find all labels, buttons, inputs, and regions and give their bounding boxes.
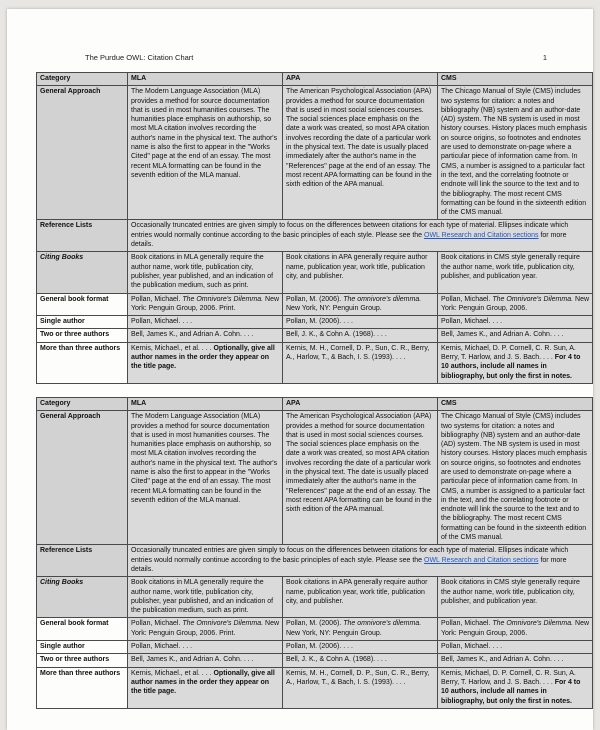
row-single-author: [37, 316, 593, 329]
citing-books-mla: Book citations in MLA generally require the author name, work title, publication city, publisher, year published, and an indication of the publication medium, such as print.: [128, 577, 283, 618]
citing-books-mla: Book citations in MLA generally require the author name, work title, publication city, publisher, year published, and an indication of the publication medium, such as print.: [128, 252, 283, 293]
two-three-authors-cms: Bell, James K., and Adrian A. Cohn. . . .: [438, 654, 593, 667]
label-more-than-three-authors: More than three authors: [37, 667, 128, 708]
row-citing-books: [37, 252, 593, 293]
table-header-row: [37, 73, 593, 86]
general-book-format-mla: [128, 618, 283, 641]
citation-text: Kernis, Michael., et al. . . .: [131, 344, 214, 352]
row-single-author: [37, 641, 593, 654]
citation-text: Kernis, Michael, D. P. Cornell, C. R. Sun, A. Berry, T. Harlow, and J. S. Bach. . . .: [441, 344, 576, 362]
general-approach-apa: The American Psychological Association (APA) provides a method for source documentation that is used in most social sciences courses. The social sciences place emphasis on the date a work was created, so most APA citation involves recording the date of a particular work in the physical text. The date is usually placed immediately after the author's name in the "References" page at the end of an essay. The most recent APA formatting can be found in the sixth edition of the APA manual.: [283, 411, 438, 545]
single-author-apa: Pollan, M. (2006). . . .: [283, 316, 438, 329]
citation-text: Kernis, Michael, D. P. Cornell, C. R. Sun, A. Berry, T. Harlow, and J. S. Bach. . . .: [441, 669, 576, 686]
row-citing-books: [37, 577, 593, 618]
general-book-format-apa: [283, 293, 438, 316]
label-two-three-authors: Two or three authors: [37, 329, 128, 342]
single-author-mla: Pollan, Michael. . . .: [128, 316, 283, 329]
row-general-book-format: [37, 618, 593, 641]
citation-text: New York: Penguin Group, 2006.: [441, 295, 590, 312]
row-more-than-three-authors: [37, 342, 593, 383]
row-general-approach: [37, 86, 593, 220]
citing-books-apa: Book citations in APA generally require author name, publication year, work title, publication city, and publisher.: [283, 577, 438, 618]
more-than-three-cms: [438, 667, 593, 708]
citation-text: New York: Penguin Group, 2006. Print.: [131, 620, 280, 637]
more-than-three-apa: [283, 342, 438, 383]
more-than-three-cms: [438, 342, 593, 383]
citation-text: Pollan, Michael.: [131, 620, 183, 628]
page-number: 1: [542, 53, 547, 62]
general-approach-mla: The Modern Language Association (MLA) provides a method for source documentation that is used in most humanities courses. The humanities place emphasis on authorship, so most MLA citation involves recording the author's name in the physical text. The author's name is also the first to appear in the "Works Cited" page at the end of an essay. The most recent MLA formatting can be found in the seventh edition of the MLA manual.: [128, 411, 283, 545]
header-apa: APA: [283, 73, 438, 86]
header-category: Category: [37, 397, 128, 410]
more-than-three-mla: [128, 667, 283, 708]
citation-text: Kernis, M. H., Cornell, D. P., Sun, C. R., Berry, A., Harlow, T., & Bach, I. S. (1993). . . .: [286, 344, 430, 362]
citation-title: The omnivore's dilemma.: [343, 295, 422, 303]
more-than-three-apa: [283, 667, 438, 708]
document-title: The Purdue OWL: Citation Chart: [85, 53, 194, 62]
general-approach-cms: The Chicago Manual of Style (CMS) includes two systems for citation: a notes and bibliography (NB) system and an author-date (AD) system. The NB system is used in most history courses. History places much emphasis on source origins, so footnotes and endnotes are used to demonstrate on-page where a particular piece of information came from. In CMS, a number is assigned to a particular fact in the text, and the correlating footnote or endnote will link the source to the text and to the bibliography. The most recent CMS formatting can be found in the sixteenth edition of the CMS manual.: [438, 411, 593, 545]
table-header-row: [37, 397, 593, 410]
row-two-three-authors: [37, 654, 593, 667]
label-general-book-format: General book format: [37, 618, 128, 641]
citation-table-1: [36, 72, 593, 384]
general-approach-apa: The American Psychological Association (APA) provides a method for source documentation that is used in most social sciences courses. The social sciences place emphasis on the date a work was created, so most APA citation involves recording the date of a particular work in the physical text. The date is usually placed immediately after the author's name in the "References" page at the end of an essay. The most recent APA formatting can be found in the sixth edition of the APA manual.: [283, 86, 438, 220]
single-author-mla: Pollan, Michael. . . .: [128, 641, 283, 654]
citation-text: New York: Penguin Group, 2006.: [441, 620, 590, 637]
owl-research-citation-link[interactable]: OWL Research and Citation sections: [424, 231, 539, 239]
citation-title: The Omnivore's Dilemma.: [182, 295, 264, 303]
row-two-three-authors: [37, 329, 593, 342]
citation-note: For 4 to 10 authors, include all names in bibliography, but only the first in notes.: [441, 678, 581, 705]
citation-text: New York, NY: Penguin Group.: [286, 629, 382, 637]
citation-title: The Omnivore's Dilemma.: [492, 620, 574, 628]
label-reference-lists: Reference Lists: [37, 545, 128, 577]
label-more-than-three-authors: More than three authors: [37, 342, 128, 383]
row-general-approach: [37, 411, 593, 545]
label-general-approach: General Approach: [37, 86, 128, 220]
reference-lists-text-before: Occasionally truncated entries are given simply to focus on the differences between citations for each type of material. Ellipses indicate which entries would normally continue according to the basic principles of each style. Please see the: [131, 222, 569, 239]
label-citing-books: Citing Books: [37, 577, 128, 618]
reference-lists-text-after: for more details.: [131, 556, 567, 573]
two-three-authors-apa: Bell, J. K., & Cohn A. (1968). . . .: [283, 329, 438, 342]
reference-lists-text-after: for more details.: [131, 231, 567, 249]
citation-text: New York: Penguin Group, 2006. Print.: [131, 295, 280, 312]
citing-books-cms: Book citations in CMS style generally require the author name, work title, publication city, publisher, and publication year.: [438, 577, 593, 618]
citation-text: Kernis, M. H., Cornell, D. P., Sun, C. R., Berry, A., Harlow, T., & Bach, I. S. (1993). . . .: [286, 669, 430, 686]
owl-research-citation-link[interactable]: OWL Research and Citation sections: [424, 556, 539, 564]
general-book-format-apa: [283, 618, 438, 641]
citing-books-apa: Book citations in APA generally require author name, publication year, work title, publication city, and publisher.: [283, 252, 438, 293]
row-general-book-format: [37, 293, 593, 316]
citation-note: Optionally, give all author names in the order they appear on the title page.: [131, 669, 275, 696]
row-reference-lists: [37, 545, 593, 577]
citation-note: Optionally, give all author names in the order they appear on the title page.: [131, 344, 275, 371]
citation-table-2: [36, 397, 593, 709]
two-three-authors-cms: Bell, James K., and Adrian A. Cohn. . . .: [438, 329, 593, 342]
row-more-than-three-authors: [37, 667, 593, 708]
header-cms: CMS: [438, 397, 593, 410]
two-three-authors-apa: Bell, J. K., & Cohn A. (1968). . . .: [283, 654, 438, 667]
citation-text: Pollan, Michael.: [131, 295, 183, 303]
two-three-authors-mla: Bell, James K., and Adrian A. Cohn. . . .: [128, 654, 283, 667]
reference-lists-cell: [128, 545, 593, 577]
label-single-author: Single author: [37, 316, 128, 329]
document-header: [85, 53, 547, 62]
citation-title: The omnivore's dilemma.: [343, 620, 422, 628]
label-general-book-format: General book format: [37, 293, 128, 316]
general-approach-mla: The Modern Language Association (MLA) provides a method for source documentation that is used in most humanities courses. The humanities place emphasis on authorship, so most MLA citation involves recording the author's name in the physical text. The author's name is also the first to appear in the "Works Cited" page at the end of an essay. The most recent MLA formatting can be found in the seventh edition of the MLA manual.: [128, 86, 283, 220]
row-reference-lists: [37, 220, 593, 252]
label-citing-books: Citing Books: [37, 252, 128, 293]
general-book-format-cms: [438, 618, 593, 641]
more-than-three-mla: [128, 342, 283, 383]
reference-lists-cell: [128, 220, 593, 252]
citation-text: Pollan, M. (2006).: [286, 295, 344, 303]
general-book-format-cms: [438, 293, 593, 316]
citation-note: For 4 to 10 authors, include all names in bibliography, but only the first in notes.: [441, 354, 581, 380]
citation-text: Pollan, Michael.: [441, 295, 493, 303]
citing-books-cms: Book citations in CMS style generally require the author name, work title, publication city, publisher, and publication year.: [438, 252, 593, 293]
header-apa: APA: [283, 397, 438, 410]
single-author-cms: Pollan, Michael. . . .: [438, 641, 593, 654]
citation-text: Pollan, Michael.: [441, 620, 493, 628]
header-mla: MLA: [128, 397, 283, 410]
general-book-format-mla: [128, 293, 283, 316]
label-general-approach: General Approach: [37, 411, 128, 545]
reference-lists-text-before: Occasionally truncated entries are given simply to focus on the differences between citations for each type of material. Ellipses indicate which entries would normally continue according to the basic principles of each style. Please see the: [131, 547, 569, 564]
single-author-cms: Pollan, Michael. . . .: [438, 316, 593, 329]
citation-title: The Omnivore's Dilemma.: [182, 620, 264, 628]
label-reference-lists: Reference Lists: [37, 220, 128, 252]
header-mla: MLA: [128, 73, 283, 86]
two-three-authors-mla: Bell, James K., and Adrian A. Cohn. . . .: [128, 329, 283, 342]
general-approach-cms: The Chicago Manual of Style (CMS) includes two systems for citation: a notes and bibliography (NB) system and an author-date (AD) system. The NB system is used in most history courses. History places much emphasis on source origins, so footnotes and endnotes are used to demonstrate on-page where a particular piece of information came from. In CMS, a number is assigned to a particular fact in the text, and the correlating footnote or endnote will link the source to the text and to the bibliography. The most recent CMS formatting can be found in the sixteenth edition of the CMS manual.: [438, 86, 593, 220]
label-two-three-authors: Two or three authors: [37, 654, 128, 667]
citation-text: Kernis, Michael., et al. . . .: [131, 669, 214, 677]
single-author-apa: Pollan, M. (2006). . . .: [283, 641, 438, 654]
citation-text: Pollan, M. (2006).: [286, 620, 344, 628]
header-cms: CMS: [438, 73, 593, 86]
citation-text: New York, NY: Penguin Group.: [286, 304, 382, 312]
header-category: Category: [37, 73, 128, 86]
label-single-author: Single author: [37, 641, 128, 654]
citation-title: The Omnivore's Dilemma.: [492, 295, 574, 303]
document-page: [7, 9, 593, 730]
